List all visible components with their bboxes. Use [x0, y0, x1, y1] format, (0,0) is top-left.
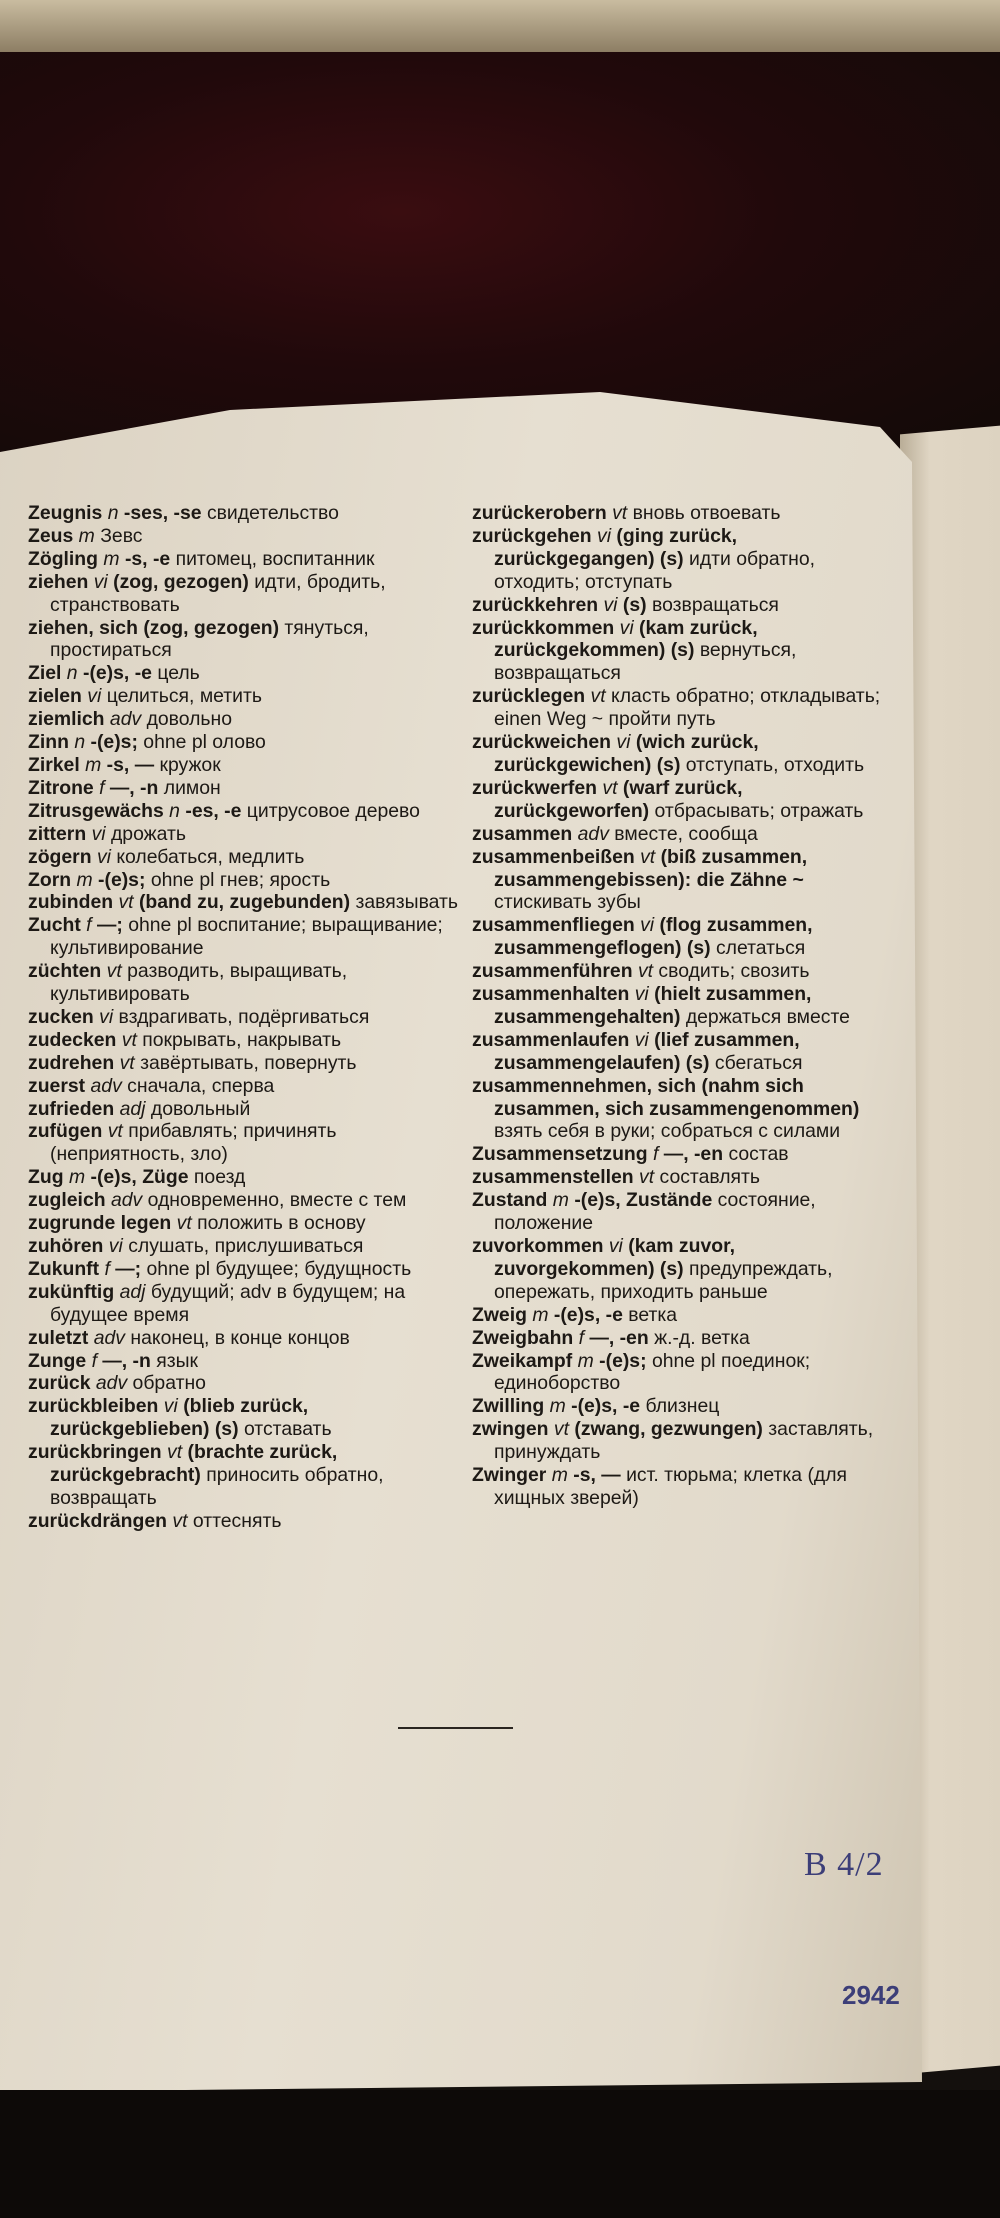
translation: держаться вместе	[685, 1005, 850, 1028]
word-forms: (warf zurück, zurückgeworfen)	[494, 776, 743, 822]
grammar-label: m	[551, 1464, 568, 1487]
headword: Zeugnis	[28, 502, 103, 524]
dictionary-entry	[472, 1327, 892, 1350]
grammar-label: m	[85, 753, 102, 776]
translation: кружок	[159, 753, 221, 776]
dictionary-entry	[472, 617, 892, 686]
translation: ohne pl олово	[143, 731, 266, 754]
dictionary-entry	[28, 960, 460, 1006]
translation: идти, бродить, странствовать	[50, 570, 386, 616]
right-column	[472, 502, 892, 1510]
word-forms: (kam zurück, zurückgekommen) (s)	[494, 616, 758, 662]
grammar-label: vi	[91, 822, 106, 845]
dictionary-entry	[28, 1098, 460, 1121]
grammar-label: n	[66, 662, 78, 685]
stamp-number: 2942	[842, 1980, 900, 2010]
headword: zielen	[28, 685, 82, 708]
end-rule	[398, 1727, 513, 1729]
grammar-label: vt	[176, 1212, 192, 1235]
dictionary-entry	[472, 1143, 892, 1166]
translation: сводить; свозить	[658, 960, 810, 983]
word-forms: (nahm sich zusammen, sich zusammengenommen)	[494, 1074, 860, 1120]
grammar-label: vi	[608, 1235, 623, 1257]
grammar-label: vt	[118, 891, 134, 914]
translation: цитрусовое дерево	[246, 799, 420, 822]
word-forms: (band zu, zugebunden)	[138, 891, 351, 914]
headword: zusammennehmen, sich	[472, 1074, 697, 1097]
dictionary-entry	[28, 1075, 460, 1098]
translation: ветка	[628, 1303, 678, 1326]
headword: zurückdrängen	[28, 1509, 167, 1532]
dictionary-entry	[472, 983, 892, 1029]
translation: отступать, отходить	[685, 753, 865, 776]
grammar-label: m	[68, 1166, 86, 1189]
left-column	[28, 502, 460, 1533]
word-forms: (s)	[622, 593, 647, 616]
word-forms: -s, -e	[124, 547, 171, 570]
translation: цель	[157, 662, 200, 685]
dictionary-entry	[28, 1006, 460, 1029]
grammar-label: m	[552, 1189, 569, 1212]
grammar-label: m	[78, 524, 95, 547]
dictionary-entry	[472, 685, 892, 731]
headword: zusammenfliegen	[472, 914, 635, 937]
dictionary-entry	[28, 525, 460, 548]
grammar-label: vt	[553, 1418, 569, 1441]
translation: ж.-д. ветка	[654, 1326, 750, 1349]
word-forms: -ses, -se	[123, 502, 202, 524]
dictionary-entry	[28, 777, 460, 800]
translation: стискивать зубы	[494, 891, 641, 914]
dictionary-entry	[472, 1395, 892, 1418]
dictionary-entry	[28, 914, 460, 960]
headword: Zustand	[472, 1189, 548, 1212]
grammar-label: vi	[96, 845, 111, 868]
word-forms: -s, —	[106, 753, 155, 776]
grammar-label: adv	[90, 1074, 122, 1097]
headword: zusammenhalten	[472, 983, 630, 1006]
dictionary-entry	[472, 1350, 892, 1396]
translation: возвращаться	[651, 593, 779, 616]
translation: сбегаться	[714, 1051, 803, 1074]
headword: ziehen	[28, 570, 89, 593]
translation: завязывать	[355, 891, 458, 914]
grammar-label: m	[103, 547, 120, 570]
headword: zögern	[28, 845, 92, 868]
grammar-label: adv	[109, 708, 142, 731]
dictionary-entry	[28, 617, 460, 663]
headword: ziemlich	[28, 708, 105, 731]
dictionary-entry	[472, 823, 892, 846]
dictionary-entry	[472, 1075, 892, 1144]
translation: дрожать	[110, 822, 186, 845]
dictionary-entry	[28, 1510, 460, 1533]
grammar-label: vt	[640, 845, 656, 868]
dictionary-entry	[28, 891, 460, 914]
headword: Zorn	[28, 868, 72, 891]
grammar-label: n	[74, 731, 86, 754]
translation: наконец, в конце концов	[130, 1326, 350, 1349]
dictionary-entry	[28, 1281, 460, 1327]
word-forms: -(e)s, Züge	[90, 1166, 189, 1189]
headword: zucken	[28, 1005, 94, 1028]
headword: zusammen	[472, 822, 573, 845]
translation: приносить обратно, возвращать	[50, 1464, 384, 1509]
headword: Zitrone	[28, 776, 94, 799]
dictionary-entry	[28, 1395, 460, 1441]
translation: вернуться, возвращаться	[494, 639, 797, 685]
headword: Zukunft	[28, 1257, 100, 1280]
dictionary-entry	[472, 1304, 892, 1327]
dictionary-entry	[472, 1418, 892, 1464]
word-forms: -(e)s;	[90, 731, 138, 754]
dictionary-entry	[472, 502, 892, 525]
dictionary-entry	[28, 754, 460, 777]
headword: Zweikampf	[472, 1349, 573, 1372]
word-forms: —;	[96, 914, 123, 937]
word-forms: (ging zurück, zurückgegangen) (s)	[494, 524, 738, 570]
dictionary-entry	[28, 1327, 460, 1350]
word-forms: -es, -e	[185, 799, 242, 822]
headword: zusammenführen	[472, 960, 633, 983]
word-forms: -(e)s;	[599, 1349, 647, 1372]
dark-background	[0, 52, 1000, 452]
word-forms: (kam zuvor, zuvorgekommen) (s)	[494, 1235, 735, 1280]
headword: zusammenbeißen	[472, 845, 635, 868]
translation: ohne pl поединок; единоборство	[494, 1349, 811, 1395]
translation: положить в основу	[197, 1212, 366, 1235]
dictionary-entry	[28, 662, 460, 685]
grammar-label: f	[91, 1349, 97, 1372]
grammar-label: vt	[590, 685, 606, 708]
dictionary-entry	[28, 1258, 460, 1281]
dictionary-entry	[472, 1189, 892, 1235]
headword: Ziel	[28, 662, 62, 685]
translation: одновременно, вместе с тем	[147, 1189, 407, 1212]
grammar-label: adj	[119, 1280, 146, 1303]
translation: слетаться	[715, 937, 806, 960]
translation: взять себя в руки; собраться с силами	[494, 1120, 841, 1143]
dictionary-entry	[28, 1189, 460, 1212]
headword: Zug	[28, 1166, 64, 1189]
headword: Zeus	[28, 524, 74, 547]
word-forms: (lief zusammen, zusammengelaufen) (s)	[494, 1028, 800, 1074]
dictionary-entry	[472, 914, 892, 960]
dictionary-entry	[28, 846, 460, 869]
headword: zubinden	[28, 891, 114, 914]
translation: отставать	[243, 1418, 332, 1441]
translation: заставлять, принуждать	[494, 1418, 874, 1464]
headword: Zucht	[28, 914, 81, 937]
grammar-label: n	[169, 799, 180, 822]
translation: Зевс	[100, 524, 143, 547]
word-forms: (blieb zurück, zurückgeblieben) (s)	[50, 1395, 309, 1441]
word-forms: (zog, gezogen)	[113, 570, 249, 593]
headword: Zweig	[472, 1303, 527, 1326]
grammar-label: m	[76, 868, 93, 891]
dictionary-entry	[472, 1464, 892, 1510]
grammar-label: vi	[603, 593, 618, 616]
translation: свидетельство	[206, 502, 339, 524]
translation: поезд	[193, 1166, 246, 1189]
translation: лимон	[163, 776, 221, 799]
dictionary-entry	[28, 1350, 460, 1373]
grammar-label: m	[549, 1395, 566, 1418]
dictionary-entry	[28, 1212, 460, 1235]
word-forms: -s, —	[573, 1464, 621, 1487]
grammar-label: vt	[119, 1051, 135, 1074]
dictionary-entry	[472, 846, 892, 915]
headword: zufügen	[28, 1120, 103, 1143]
dictionary-entry	[472, 525, 892, 594]
grammar-label: vt	[637, 960, 654, 983]
headword: Zusammensetzung	[472, 1143, 648, 1166]
word-forms: —, -n	[109, 776, 159, 799]
translation: завёртывать, повернуть	[140, 1051, 357, 1074]
headword: zusammenlaufen	[472, 1028, 630, 1051]
headword: Zitrusgewächs	[28, 799, 164, 822]
headword: Zweigbahn	[472, 1326, 574, 1349]
top-edge-strip	[0, 0, 1000, 52]
translation: сначала, сперва	[127, 1074, 275, 1097]
word-forms: -(e)s, -e	[571, 1395, 641, 1418]
grammar-label: vt	[107, 1120, 123, 1143]
grammar-label: adv	[95, 1372, 128, 1395]
word-forms: —, -en	[663, 1143, 724, 1166]
translation: идти обратно, отходить; отступать	[494, 547, 816, 593]
headword: zurückbleiben	[28, 1395, 159, 1418]
headword: zuletzt	[28, 1326, 89, 1349]
headword: zugrunde legen	[28, 1212, 172, 1235]
word-forms: (zwang, gezwungen)	[574, 1418, 763, 1441]
translation: класть обратно; откладывать; einen Weg ~ пройти путь	[494, 685, 881, 731]
dictionary-entry	[28, 1166, 460, 1189]
headword: Zunge	[28, 1349, 87, 1372]
dark-surface	[0, 2090, 1000, 2218]
grammar-label: f	[653, 1143, 659, 1166]
grammar-label: vt	[612, 502, 628, 524]
grammar-label: vi	[597, 524, 612, 547]
translation: покрывать, накрывать	[142, 1028, 342, 1051]
grammar-label: vi	[640, 914, 655, 937]
dictionary-entry	[28, 1441, 460, 1510]
headword: zugleich	[28, 1189, 106, 1212]
translation: составлять	[659, 1166, 761, 1189]
word-forms: (hielt zusammen, zusammengehalten)	[494, 983, 812, 1028]
headword: zurückbringen	[28, 1441, 162, 1464]
dictionary-entry	[28, 731, 460, 754]
translation: довольный	[150, 1097, 251, 1120]
headword: Zirkel	[28, 753, 80, 776]
dictionary-entry	[28, 502, 460, 525]
translation: будущий; adv в будущем; на будущее время	[50, 1280, 406, 1326]
translation: ohne pl гнев; ярость	[150, 868, 331, 891]
word-forms: (biß zusammen, zusammengebissen): die Zähne ~	[494, 845, 808, 891]
dictionary-entry	[28, 1235, 460, 1258]
grammar-label: vi	[619, 616, 634, 639]
grammar-label: f	[99, 776, 105, 799]
dictionary-entry	[28, 1120, 460, 1166]
translation: близнец	[645, 1395, 720, 1418]
headword: zurück	[28, 1372, 91, 1395]
translation: довольно	[146, 708, 233, 731]
headword: zuerst	[28, 1074, 86, 1097]
headword: Zwinger	[472, 1464, 547, 1487]
headword: zurückkehren	[472, 593, 599, 616]
word-forms: -(e)s, -e	[82, 662, 152, 685]
word-forms: -(e)s;	[98, 868, 146, 891]
grammar-label: f	[104, 1257, 110, 1280]
headword: Zwilling	[472, 1395, 545, 1418]
translation: ohne pl будущее; будущность	[146, 1257, 412, 1280]
word-forms: —, -en	[589, 1326, 649, 1349]
grammar-label: vt	[639, 1166, 655, 1189]
translation: питомец, воспитанник	[175, 547, 375, 570]
word-forms: —;	[115, 1257, 142, 1280]
grammar-label: vt	[167, 1441, 183, 1464]
grammar-label: adv	[110, 1189, 143, 1212]
dictionary-entry	[28, 571, 460, 617]
translation: прибавлять; причинять (неприятность, зло)	[50, 1120, 337, 1166]
headword: zwingen	[472, 1418, 549, 1441]
grammar-label: vi	[634, 1028, 649, 1051]
headword: züchten	[28, 960, 102, 983]
headword: Zögling	[28, 547, 98, 570]
grammar-label: vi	[163, 1395, 178, 1418]
grammar-label: adj	[119, 1097, 146, 1120]
dictionary-entry	[472, 1166, 892, 1189]
dictionary-entry	[472, 731, 892, 777]
dictionary-entry	[28, 1029, 460, 1052]
dictionary-entry	[472, 1029, 892, 1075]
grammar-label: vt	[106, 960, 122, 983]
translation: отбрасывать; отражать	[654, 799, 864, 822]
translation: вместе, сообща	[614, 822, 758, 845]
word-forms: (wich zurück, zurückgewichen) (s)	[494, 731, 759, 776]
headword: ziehen, sich	[28, 616, 138, 639]
translation: слушать, прислушиваться	[128, 1235, 364, 1257]
word-forms: (zog, gezogen)	[143, 616, 280, 639]
translation: разводить, выращивать, культивировать	[50, 960, 348, 1006]
translation: колебаться, медлить	[116, 845, 305, 868]
headword: zurückgehen	[472, 524, 592, 547]
grammar-label: vi	[99, 1005, 114, 1028]
translation: состав	[728, 1143, 789, 1166]
dictionary-entry	[28, 869, 460, 892]
word-forms: -(e)s, Zustände	[574, 1189, 713, 1212]
grammar-label: vi	[616, 731, 631, 754]
translation: предупреждать, опережать, приходить раньше	[494, 1257, 833, 1303]
headword: zurücklegen	[472, 685, 586, 708]
translation: язык	[156, 1349, 199, 1372]
dictionary-entry	[28, 548, 460, 571]
dictionary-entry	[472, 594, 892, 617]
headword: zuvorkommen	[472, 1235, 604, 1257]
grammar-label: adv	[577, 822, 609, 845]
grammar-label: n	[107, 502, 119, 524]
stamp-code: В 4/2	[804, 1846, 884, 1883]
headword: zurückkommen	[472, 616, 615, 639]
grammar-label: f	[578, 1326, 585, 1349]
dictionary-entry	[28, 708, 460, 731]
translation: целиться, метить	[106, 685, 262, 708]
translation: ohne pl воспитание; выращивание; культивирование	[50, 914, 443, 960]
word-forms: (flog zusammen, zusammengeflogen) (s)	[494, 914, 813, 960]
dictionary-entry	[28, 1372, 460, 1395]
dictionary-entry	[28, 685, 460, 708]
translation: вздрагивать, подёргиваться	[118, 1005, 370, 1028]
grammar-label: vt	[172, 1509, 188, 1532]
translation: тянуться, простираться	[50, 616, 369, 662]
dictionary-entry	[472, 960, 892, 983]
headword: zukünftig	[28, 1280, 115, 1303]
headword: zusammenstellen	[472, 1166, 634, 1189]
grammar-label: f	[86, 914, 92, 937]
translation: вновь отвоевать	[632, 502, 781, 524]
translation: оттеснять	[192, 1509, 282, 1532]
headword: zuhören	[28, 1235, 104, 1257]
headword: Zinn	[28, 731, 69, 754]
word-forms: —, -n	[102, 1349, 151, 1372]
grammar-label: vi	[87, 685, 102, 708]
dictionary-entry	[28, 823, 460, 846]
grammar-label: vi	[93, 570, 108, 593]
grammar-label: adv	[93, 1326, 125, 1349]
headword: zurückerobern	[472, 502, 607, 524]
translation: обратно	[132, 1372, 206, 1395]
grammar-label: m	[577, 1349, 594, 1372]
headword: zurückweichen	[472, 731, 612, 754]
dictionary-entry	[28, 1052, 460, 1075]
dictionary-entry	[472, 777, 892, 823]
word-forms: -(e)s, -e	[553, 1303, 623, 1326]
grammar-label: vi	[634, 983, 649, 1006]
grammar-label: vt	[602, 776, 618, 799]
headword: zurückwerfen	[472, 776, 597, 799]
translation: ист. тюрьма; клетка (для хищных зверей)	[494, 1464, 848, 1509]
grammar-label: vt	[121, 1028, 137, 1051]
grammar-label: m	[532, 1303, 549, 1326]
grammar-label: vi	[108, 1235, 123, 1257]
headword: zittern	[28, 822, 87, 845]
headword: zufrieden	[28, 1097, 115, 1120]
dictionary-entry	[28, 800, 460, 823]
translation: состояние, положение	[494, 1189, 816, 1235]
dictionary-entry	[472, 1235, 892, 1304]
headword: zudecken	[28, 1028, 117, 1051]
word-forms: (brachte zurück, zurückgebracht)	[50, 1441, 338, 1487]
headword: zudrehen	[28, 1051, 115, 1074]
